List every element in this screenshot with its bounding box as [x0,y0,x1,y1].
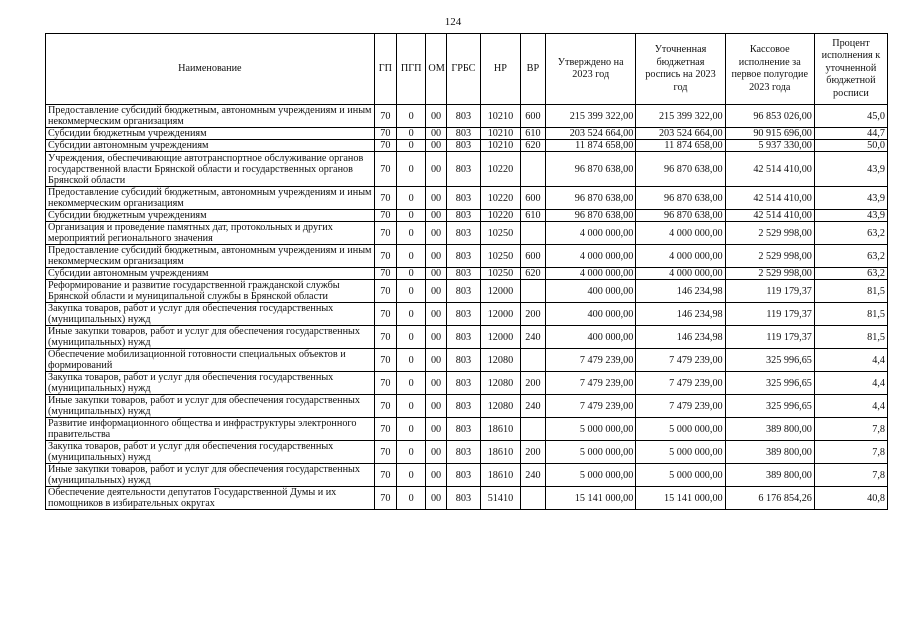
cell-gp: 70 [374,441,396,464]
table-row [46,268,888,280]
cell-vr: 240 [520,326,545,349]
cell-approved: 400 000,00 [546,303,636,326]
cell-np: 18610 [481,441,521,464]
cell-vr [520,280,545,303]
cell-approved: 96 870 638,00 [546,187,636,210]
cell-gp: 70 [374,395,396,418]
cell-cash: 325 996,65 [725,349,814,372]
cell-vr: 240 [520,464,545,487]
cell-om: 00 [426,349,446,372]
table-row [46,303,888,326]
cell-cash: 42 514 410,00 [725,187,814,210]
cell-np: 12000 [481,303,521,326]
table-row [46,245,888,268]
cell-grbs: 803 [446,128,480,140]
cell-grbs: 803 [446,395,480,418]
cell-om: 00 [426,303,446,326]
table-row [46,128,888,140]
cell-percent: 4,4 [814,349,887,372]
cell-grbs: 803 [446,222,480,245]
cell-approved: 215 399 322,00 [546,105,636,128]
cell-om: 00 [426,418,446,441]
cell-approved: 96 870 638,00 [546,152,636,187]
cell-vr: 240 [520,395,545,418]
cell-om: 00 [426,140,446,152]
cell-gp: 70 [374,280,396,303]
cell-cash: 42 514 410,00 [725,210,814,222]
cell-om: 00 [426,372,446,395]
cell-percent: 7,8 [814,441,887,464]
cell-refined: 215 399 322,00 [636,105,725,128]
column-header-refined: Уточненная бюджетная роспись на 2023 год [636,34,725,105]
cell-grbs: 803 [446,187,480,210]
table-row [46,349,888,372]
cell-gp: 70 [374,418,396,441]
cell-np: 10250 [481,245,521,268]
cell-np: 12080 [481,395,521,418]
cell-percent: 81,5 [814,326,887,349]
table-row [46,326,888,349]
cell-approved: 96 870 638,00 [546,210,636,222]
cell-vr [520,349,545,372]
cell-vr [520,152,545,187]
cell-vr: 600 [520,105,545,128]
cell-percent: 45,0 [814,105,887,128]
table-row [46,418,888,441]
cell-name: Предоставление субсидий бюджетным, автономным учреждениям и иным некоммерческим организациям [46,245,375,268]
cell-approved: 400 000,00 [546,280,636,303]
cell-approved: 7 479 239,00 [546,395,636,418]
cell-ppgp: 0 [396,245,425,268]
cell-cash: 2 529 998,00 [725,268,814,280]
cell-percent: 81,5 [814,280,887,303]
cell-ppgp: 0 [396,280,425,303]
cell-refined: 5 000 000,00 [636,418,725,441]
cell-ppgp: 0 [396,210,425,222]
cell-refined: 15 141 000,00 [636,487,725,510]
cell-gp: 70 [374,222,396,245]
cell-percent: 63,2 [814,268,887,280]
cell-approved: 4 000 000,00 [546,222,636,245]
cell-vr: 610 [520,128,545,140]
cell-np: 10210 [481,128,521,140]
cell-ppgp: 0 [396,303,425,326]
cell-om: 00 [426,441,446,464]
cell-grbs: 803 [446,441,480,464]
cell-vr: 600 [520,187,545,210]
cell-percent: 4,4 [814,372,887,395]
cell-vr: 200 [520,303,545,326]
cell-cash: 389 800,00 [725,464,814,487]
cell-gp: 70 [374,303,396,326]
column-header-approved: Утверждено на 2023 год [546,34,636,105]
cell-grbs: 803 [446,280,480,303]
cell-cash: 325 996,65 [725,372,814,395]
table-row [46,280,888,303]
cell-name: Обеспечение деятельности депутатов Государственной Думы и их помощников в избирательных округах [46,487,375,510]
cell-name: Иные закупки товаров, работ и услуг для обеспечения государственных (муниципальных) нужд [46,464,375,487]
cell-cash: 2 529 998,00 [725,222,814,245]
cell-gp: 70 [374,128,396,140]
cell-ppgp: 0 [396,140,425,152]
cell-refined: 4 000 000,00 [636,245,725,268]
cell-gp: 70 [374,372,396,395]
cell-ppgp: 0 [396,187,425,210]
cell-vr: 620 [520,268,545,280]
column-header-ppgp: ПГП [396,34,425,105]
cell-np: 12080 [481,349,521,372]
cell-vr: 200 [520,441,545,464]
cell-ppgp: 0 [396,222,425,245]
cell-name: Закупка товаров, работ и услуг для обеспечения государственных (муниципальных) нужд [46,303,375,326]
cell-grbs: 803 [446,487,480,510]
cell-name: Развитие информационного общества и инфраструктуры электронного правительства [46,418,375,441]
cell-approved: 4 000 000,00 [546,268,636,280]
column-header-om: ОМ [426,34,446,105]
cell-om: 00 [426,105,446,128]
table-row [46,441,888,464]
cell-refined: 11 874 658,00 [636,140,725,152]
cell-gp: 70 [374,268,396,280]
cell-grbs: 803 [446,418,480,441]
cell-om: 00 [426,210,446,222]
cell-om: 00 [426,280,446,303]
cell-name: Обеспечение мобилизационной готовности специальных объектов и формирований [46,349,375,372]
cell-name: Закупка товаров, работ и услуг для обеспечения государственных (муниципальных) нужд [46,441,375,464]
cell-name: Предоставление субсидий бюджетным, автономным учреждениям и иным некоммерческим организациям [46,105,375,128]
table-body [46,105,888,510]
table-row [46,222,888,245]
cell-ppgp: 0 [396,349,425,372]
cell-grbs: 803 [446,140,480,152]
cell-name: Субсидии бюджетным учреждениям [46,210,375,222]
cell-gp: 70 [374,349,396,372]
cell-om: 00 [426,245,446,268]
cell-np: 10210 [481,105,521,128]
cell-percent: 40,8 [814,487,887,510]
cell-percent: 7,8 [814,464,887,487]
cell-ppgp: 0 [396,464,425,487]
table-row [46,187,888,210]
cell-gp: 70 [374,326,396,349]
cell-gp: 70 [374,140,396,152]
table-row [46,152,888,187]
cell-cash: 5 937 330,00 [725,140,814,152]
cell-gp: 70 [374,464,396,487]
cell-cash: 325 996,65 [725,395,814,418]
cell-ppgp: 0 [396,441,425,464]
cell-cash: 6 176 854,26 [725,487,814,510]
cell-cash: 42 514 410,00 [725,152,814,187]
cell-name: Организация и проведение памятных дат, протокольных и других мероприятий регионального значения [46,222,375,245]
cell-om: 00 [426,326,446,349]
cell-vr: 620 [520,140,545,152]
cell-np: 12000 [481,326,521,349]
cell-gp: 70 [374,105,396,128]
table-header-row [46,34,888,105]
cell-percent: 50,0 [814,140,887,152]
cell-ppgp: 0 [396,395,425,418]
cell-refined: 203 524 664,00 [636,128,725,140]
cell-grbs: 803 [446,326,480,349]
cell-ppgp: 0 [396,326,425,349]
cell-approved: 11 874 658,00 [546,140,636,152]
cell-vr [520,487,545,510]
cell-np: 18610 [481,418,521,441]
cell-percent: 63,2 [814,245,887,268]
cell-approved: 203 524 664,00 [546,128,636,140]
cell-cash: 119 179,37 [725,326,814,349]
table-row [46,105,888,128]
cell-grbs: 803 [446,349,480,372]
cell-refined: 4 000 000,00 [636,222,725,245]
cell-cash: 119 179,37 [725,280,814,303]
column-header-vr: ВР [520,34,545,105]
cell-percent: 4,4 [814,395,887,418]
cell-refined: 7 479 239,00 [636,372,725,395]
table-row [46,372,888,395]
cell-np: 10220 [481,187,521,210]
cell-om: 00 [426,487,446,510]
cell-ppgp: 0 [396,105,425,128]
table-row [46,487,888,510]
cell-ppgp: 0 [396,152,425,187]
cell-ppgp: 0 [396,372,425,395]
cell-name: Субсидии автономным учреждениям [46,268,375,280]
cell-np: 12080 [481,372,521,395]
cell-np: 10220 [481,152,521,187]
cell-om: 00 [426,464,446,487]
table-row [46,395,888,418]
cell-approved: 4 000 000,00 [546,245,636,268]
cell-refined: 146 234,98 [636,326,725,349]
cell-om: 00 [426,395,446,418]
cell-cash: 90 915 696,00 [725,128,814,140]
cell-ppgp: 0 [396,268,425,280]
table-row [46,210,888,222]
cell-refined: 7 479 239,00 [636,349,725,372]
cell-cash: 2 529 998,00 [725,245,814,268]
cell-vr: 610 [520,210,545,222]
cell-approved: 15 141 000,00 [546,487,636,510]
cell-name: Предоставление субсидий бюджетным, автономным учреждениям и иным некоммерческим организациям [46,187,375,210]
cell-name: Иные закупки товаров, работ и услуг для обеспечения государственных (муниципальных) нужд [46,395,375,418]
cell-approved: 400 000,00 [546,326,636,349]
cell-approved: 7 479 239,00 [546,349,636,372]
cell-grbs: 803 [446,464,480,487]
cell-gp: 70 [374,152,396,187]
cell-percent: 63,2 [814,222,887,245]
cell-name: Субсидии бюджетным учреждениям [46,128,375,140]
cell-np: 18610 [481,464,521,487]
page-number: 124 [444,16,462,28]
cell-ppgp: 0 [396,418,425,441]
cell-name: Закупка товаров, работ и услуг для обеспечения государственных (муниципальных) нужд [46,372,375,395]
cell-gp: 70 [374,487,396,510]
column-header-percent: Процент исполнения к уточненной бюджетной росписи [814,34,887,105]
cell-percent: 43,9 [814,152,887,187]
cell-refined: 146 234,98 [636,280,725,303]
cell-grbs: 803 [446,268,480,280]
cell-refined: 7 479 239,00 [636,395,725,418]
cell-np: 10220 [481,210,521,222]
cell-cash: 389 800,00 [725,441,814,464]
cell-np: 10210 [481,140,521,152]
cell-refined: 5 000 000,00 [636,464,725,487]
cell-grbs: 803 [446,105,480,128]
cell-om: 00 [426,128,446,140]
column-header-cash: Кассовое исполнение за первое полугодие 2023 года [725,34,814,105]
cell-percent: 7,8 [814,418,887,441]
column-header-gp: ГП [374,34,396,105]
cell-approved: 5 000 000,00 [546,464,636,487]
cell-np: 12000 [481,280,521,303]
cell-grbs: 803 [446,152,480,187]
cell-refined: 96 870 638,00 [636,187,725,210]
cell-np: 10250 [481,268,521,280]
cell-approved: 5 000 000,00 [546,418,636,441]
cell-name: Реформирование и развитие государственной гражданской службы Брянской области и муниципальной службы в Брянской области [46,280,375,303]
cell-refined: 96 870 638,00 [636,152,725,187]
cell-cash: 96 853 026,00 [725,105,814,128]
cell-om: 00 [426,152,446,187]
cell-percent: 43,9 [814,187,887,210]
cell-percent: 43,9 [814,210,887,222]
cell-approved: 7 479 239,00 [546,372,636,395]
table-row [46,464,888,487]
cell-refined: 146 234,98 [636,303,725,326]
cell-cash: 389 800,00 [725,418,814,441]
column-header-grbs: ГРБС [446,34,480,105]
cell-grbs: 803 [446,245,480,268]
cell-ppgp: 0 [396,487,425,510]
column-header-np: НР [481,34,521,105]
cell-grbs: 803 [446,372,480,395]
cell-vr [520,418,545,441]
cell-vr: 200 [520,372,545,395]
cell-gp: 70 [374,210,396,222]
cell-vr [520,222,545,245]
cell-name: Иные закупки товаров, работ и услуг для обеспечения государственных (муниципальных) нужд [46,326,375,349]
cell-om: 00 [426,268,446,280]
cell-om: 00 [426,187,446,210]
column-header-name: Наименование [46,34,375,105]
cell-np: 51410 [481,487,521,510]
cell-gp: 70 [374,245,396,268]
cell-refined: 96 870 638,00 [636,210,725,222]
cell-name: Субсидии автономным учреждениям [46,140,375,152]
cell-om: 00 [426,222,446,245]
cell-refined: 4 000 000,00 [636,268,725,280]
cell-np: 10250 [481,222,521,245]
cell-grbs: 803 [446,303,480,326]
cell-percent: 81,5 [814,303,887,326]
cell-approved: 5 000 000,00 [546,441,636,464]
cell-cash: 119 179,37 [725,303,814,326]
cell-grbs: 803 [446,210,480,222]
cell-name: Учреждения, обеспечивающие автотранспортное обслуживание органов государственной власти Брянской области и государственных органов Брянской области [46,152,375,187]
budget-table [45,33,888,510]
cell-gp: 70 [374,187,396,210]
cell-vr: 600 [520,245,545,268]
cell-refined: 5 000 000,00 [636,441,725,464]
table-row [46,140,888,152]
cell-ppgp: 0 [396,128,425,140]
cell-percent: 44,7 [814,128,887,140]
